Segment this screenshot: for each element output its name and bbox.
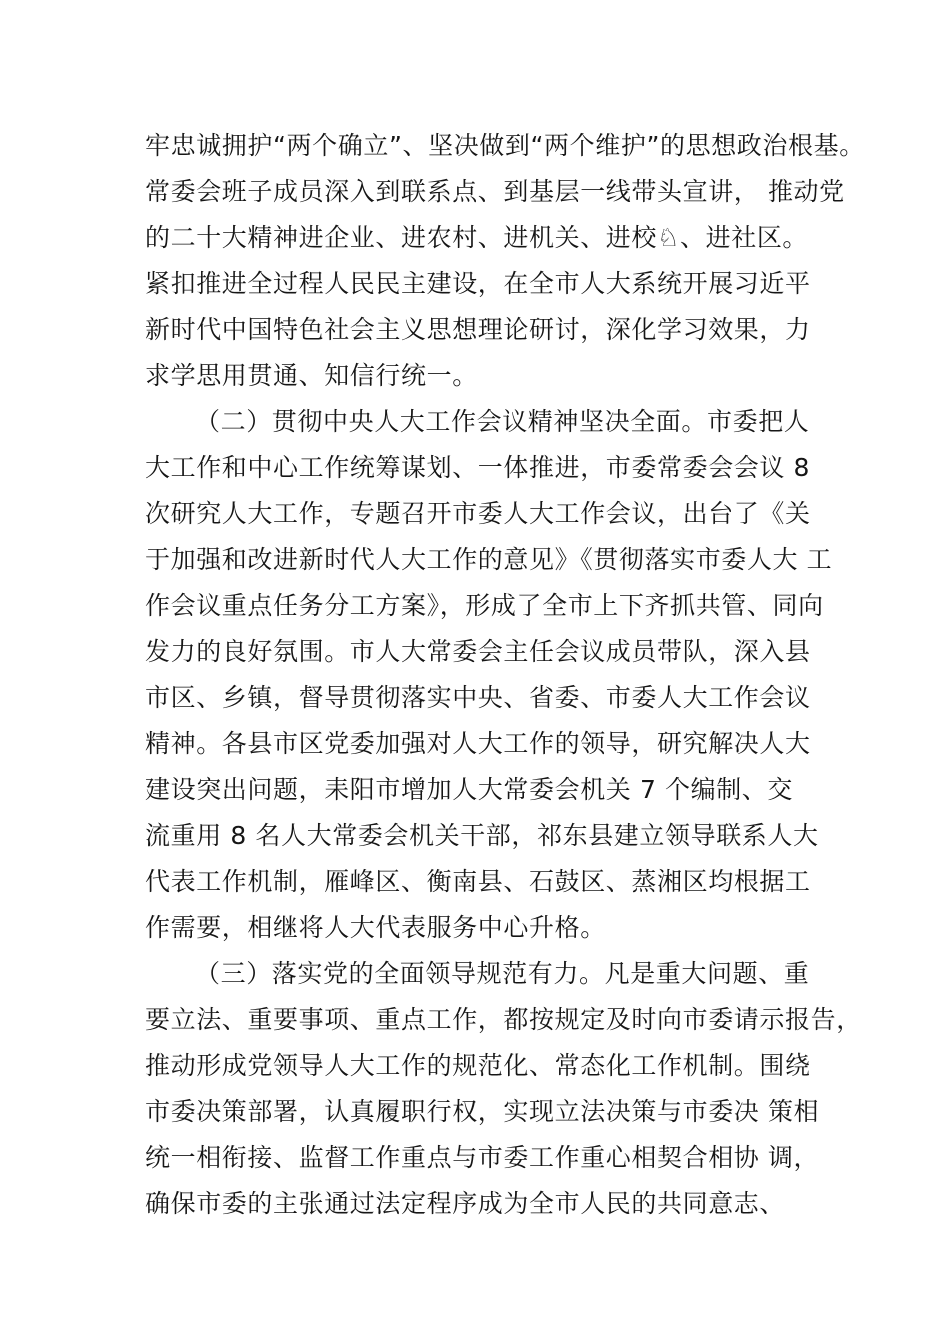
text-line: 代表工作机制，雁峰区、衡南县、石鼓区、蒸湘区均根据工: [145, 867, 811, 896]
text-line: 紧扣推进全过程人民民主建设，在全市人大系统开展习近平: [145, 269, 811, 298]
text-line: 求学思用贯通、知信行统一。: [145, 361, 478, 390]
text-line: 的二十大精神进企业、进农村、进机关、进校♘、进社区。: [145, 223, 809, 252]
text-line: 作会议重点任务分工方案》，形成了全市上下齐抓共管、同向: [145, 591, 824, 620]
text-line: 发力的良好氛围。市人大常委会主任会议成员带队，深入县: [145, 637, 811, 666]
text-line: 大工作和中心工作统筹谋划、一体推进，市委常委会会议 8: [145, 453, 811, 482]
text-line: 确保市委的主张通过法定程序成为全市人民的共同意志、: [145, 1189, 786, 1218]
text-line: 市委决策部署，认真履职行权，实现立法决策与市委决 策相: [145, 1097, 820, 1126]
text-line: 要立法、重要事项、重点工作，都按规定及时向市委请示报告，: [145, 1005, 862, 1034]
text-line: 精神。各县市区党委加强对人大工作的领导，研究解决人大: [145, 729, 811, 758]
text-line: 常委会班子成员深入到联系点、到基层一线带头宣讲， 推动党: [145, 177, 845, 206]
text-line: 流重用 8 名人大常委会机关干部，祁东县建立领导联系人大: [145, 821, 819, 850]
paragraph-heading: （三）落实党的全面领导规范有力。凡是重大问题、重: [195, 959, 810, 988]
text-line: 于加强和改进新时代人大工作的意见》《贯彻落实市委人大 工: [145, 545, 833, 574]
text-line: 牢忠诚拥护“两个确立”、坚决做到“两个维护”的思想政治根基。: [145, 131, 865, 160]
text-line: 作需要，相继将人大代表服务中心升格。: [145, 913, 606, 942]
text-line: 新时代中国特色社会主义思想理论研讨，深化学习效果，力: [145, 315, 811, 344]
text-line: 建设突出问题，耒阳市增加人大常委会机关 7 个编制、交: [145, 775, 794, 804]
text-line: 统一相衔接、监督工作重点与市委工作重心相契合相协 调，: [145, 1143, 820, 1172]
paragraph-heading: （二）贯彻中央人大工作会议精神坚决全面。市委把人: [195, 407, 810, 436]
text-line: 市区、乡镇，督导贯彻落实中央、省委、市委人大工作会议: [145, 683, 811, 712]
text-line: 推动形成党领导人大工作的规范化、常态化工作机制。围绕: [145, 1051, 811, 1080]
text-line: 次研究人大工作，专题召开市委人大工作会议，出台了《关: [145, 499, 811, 528]
